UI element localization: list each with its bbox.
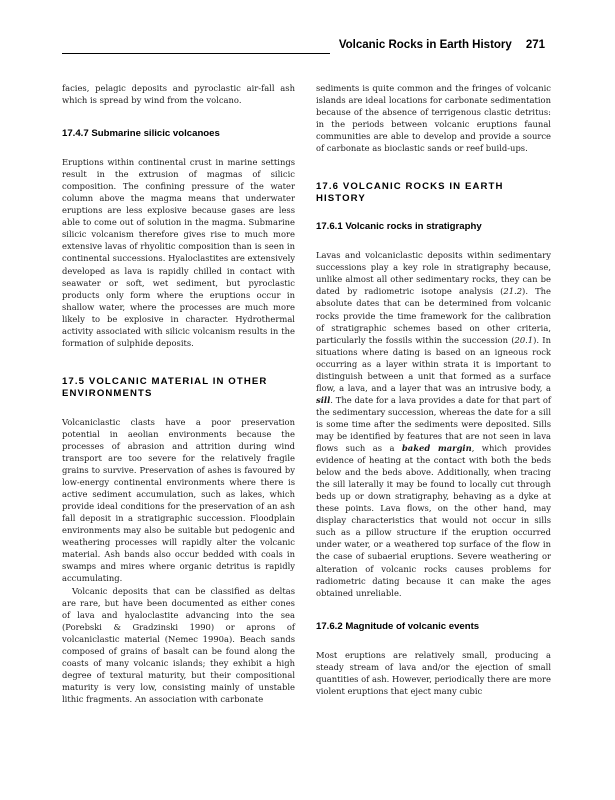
subsection-heading: 17.6.2 Magnitude of volcanic events: [316, 620, 480, 632]
paragraph: Volcanic deposits that can be classified as deltas are rare, but have been documented as either cones of lava and hyaloclastite advancing into the sea (Porebski & Gradzinski 1990) or aprons of volcaniclastic material (Nemec 1990a). Beach sands composed of grains of basalt can be found along the coasts of many volcanic islands; they exhibit a high degree of textural maturity, but their compositional maturity is very low, consisting mainly of unstable lithic fragments. An association with carbonate: [62, 585, 295, 704]
paragraph: Most eruptions are relatively small, producing a steady stream of lava and/or the ejection of small quantities of ash. However, periodically there are more violent eruptions that eject many cubic: [316, 649, 551, 696]
paragraph: facies, pelagic deposits and pyroclastic air-fall ash which is spread by wind from the volcano.: [62, 83, 295, 106]
section-heading: 17.6 VOLCANIC ROCKS IN EARTH HISTORY: [316, 181, 504, 205]
key-term: sill: [316, 394, 331, 405]
paragraph: Volcaniclastic clasts have a poor preservation potential in aeolian environments because the processes of abrasion and attrition during wind transport are too severe for the relatively fragile grains to survive. Preservation of ashes is favoured by low-energy continental environments where there is active sediment accumulation, such as lakes, which provide ideal conditions for the preservation of an ash fall deposit in a stratigraphic succession. Floodplain environments may also be suitable but pedogenic and weathering processes will rapidly alter the volcanic material. Ash bands also occur bedded with coals in swamps and mires where organic detritus is rapidly accumulating.: [62, 416, 295, 584]
paragraph: sediments is quite common and the fringes of volcanic islands are ideal locations for carbonate sedimentation because of the absence of terrigenous clastic detritus: in the periods between volcanic eruptions faunal communities are able to develop and provide a source of carbonate as bioclastic sands or reef build-ups.: [316, 83, 551, 154]
running-head-title: Volcanic Rocks in Earth History: [338, 39, 512, 51]
subsection-heading: 17.6.1 Volcanic rocks in stratigraphy: [316, 221, 482, 233]
header-rule: [62, 53, 330, 54]
subsection-heading: 17.4.7 Submarine silicic volcanoes: [62, 128, 220, 140]
running-head: [339, 39, 545, 51]
right-column: [316, 82, 551, 697]
cross-reference: 21.2: [503, 286, 523, 297]
key-term: baked margin: [401, 443, 472, 454]
paragraph: Eruptions within continental crust in marine settings result in the extrusion of magmas of silicic composition. The confining pressure of the water column above the magma means that underwater eruptions are less explosive because gases are less able to come out of solution in the magma. Submarine silicic volcanism therefore gives rise to much more extensive lavas of rhyolitic composition than is seen in continental successions. Hyaloclastites are extensively developed as lava is rapidly chilled in contact with seawater or soft, wet sediment, but pyroclastic products only form where the eruptions occur in shallow water, where the processes are much more likely to be explosive in character. Hydrothermal activity associated with silicic volcanism results in the formation of sulphide deposits.: [62, 157, 295, 348]
paragraph: Lavas and volcaniclastic deposits within sedimentary successions play a key role in stratigraphy because, unlike almost all other sedimentary rocks, they can be dated by radiometric isotope analysis (21.2). The absolute dates that can be determined from volcanic rocks provide the time framework for the calibration of stratigraphic schemes based on other criteria, particularly the fossils within the succession (20.1). In situations where dating is based on an igneous rock occurring as a layer within strata it is important to distinguish between a unit that formed as a surface flow, a lava, and a layer that was an intrusive body, a sill. The date for a lava provides a date for that part of the sedimentary succession, whereas the date for a sill is some time after the sediments were deposited. Sills may be identified by features that are not seen in lava flows such as a baked margin, which provides evidence of heating at the contact with both the beds below and the beds above. Additionally, when tracing the sill laterally it may be found to locally cut through beds up or down stratigraphy, behaving as a dyke at these points. Lava flows, on the other hand, may display characteristics that would not occur in sills such as a pillow structure if the eruption occurred under water, or a weathered top surface of the flow in the case of subaerial eruptions. Severe weathering or alteration of volcanic rocks causes problems for radiometric dating because it can make the ages obtained unreliable.: [316, 250, 552, 598]
section-heading: 17.5 VOLCANIC MATERIAL IN OTHER ENVIRONMENTS: [62, 375, 268, 399]
left-column: [62, 82, 295, 705]
cross-reference: 20.1: [514, 334, 534, 345]
page-number: 271: [525, 39, 545, 51]
